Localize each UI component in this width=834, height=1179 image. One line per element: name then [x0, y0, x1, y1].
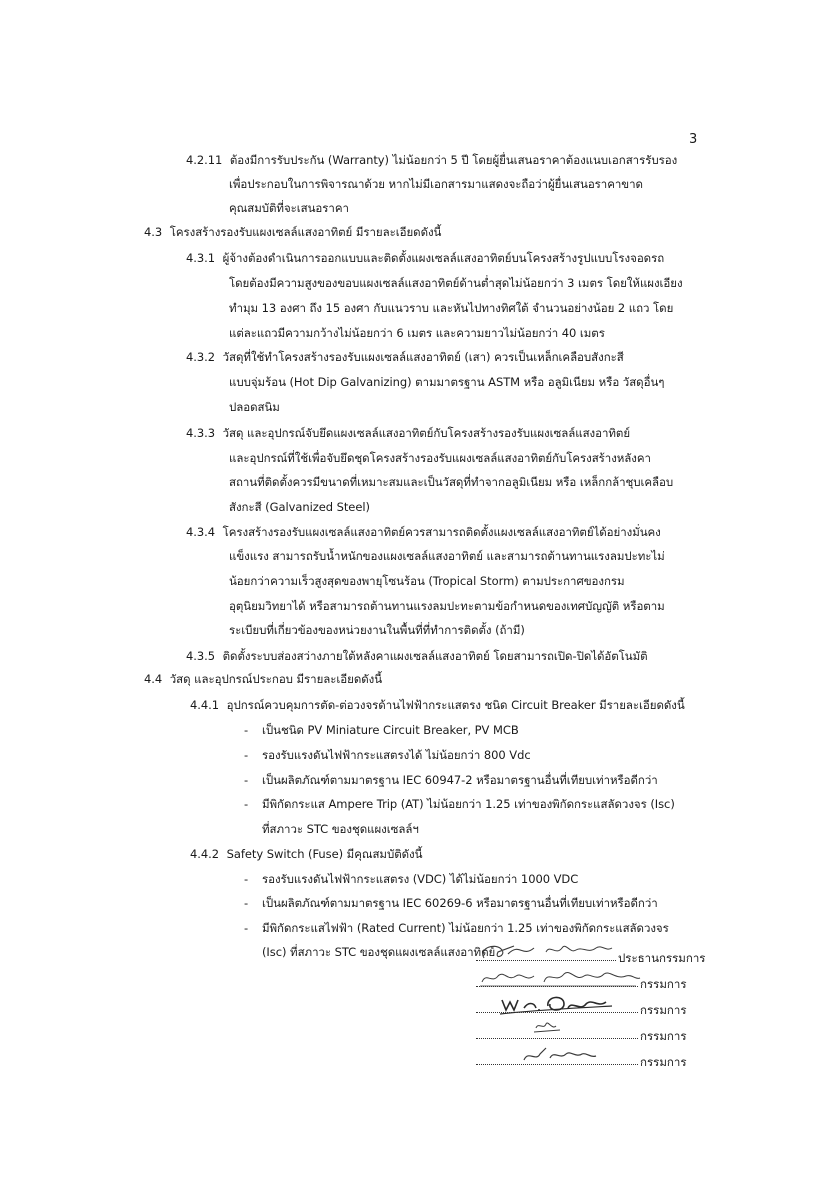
bullet-text: เป็นผลิตภัณฑ์ตามมาตรฐาน IEC 60269-6 หรือมาตรฐานอื่นที่เทียบเท่าหรือดีกว่า	[262, 896, 658, 910]
bullet-text: มีพิกัดกระแสไฟฟ้า (Rated Current) ไม่น้อยกว่า 1.25 เท่าของพิกัดกระแสลัดวงจร	[262, 921, 669, 935]
signature-line	[476, 1012, 638, 1013]
text-line: เพื่อประกอบในการพิจารณาด้วย หากไม่มีเอกสารมาแสดงจะถือว่าผู้ยื่นเสนอราคาขาด	[229, 177, 643, 191]
clause-text: วัสดุ และอุปกรณ์จับยึดแผงเซลล์แสงอาทิตย์กับโครงสร้างรองรับแผงเซลล์แสงอาทิตย์	[222, 426, 631, 440]
bullet-text: เป็นผลิตภัณฑ์ตามมาตรฐาน IEC 60947-2 หรือมาตรฐานอื่นที่เทียบเท่าหรือดีกว่า	[262, 773, 658, 787]
signature-row-member	[476, 994, 776, 1018]
bullet-dash: -	[244, 723, 249, 737]
signature-row-member	[476, 968, 776, 992]
signature-row-member	[476, 1046, 776, 1070]
section-title: โครงสร้างรองรับแผงเซลล์แสงอาทิตย์ มีรายละเอียดดังนี้	[169, 225, 442, 239]
text-line: และอุปกรณ์ที่ใช้เพื่อจับยึดชุดโครงสร้างรองรับแผงเซลล์แสงอาทิตย์กับโครงสร้างหลังคา	[229, 451, 651, 465]
clause-number: 4.3.1	[186, 251, 216, 265]
bullet-text: รองรับแรงดันไฟฟ้ากระแสตรง (VDC) ได้ไม่น้อยกว่า 1000 VDC	[262, 872, 579, 886]
clause-number: 4.3.4	[186, 525, 216, 539]
clause-text: อุปกรณ์ควบคุมการตัด-ต่อวงจรด้านไฟฟ้ากระแสตรง ชนิด Circuit Breaker มีรายละเอียดดังนี้	[226, 698, 685, 712]
text-line: แต่ละแถวมีความกว้างไม่น้อยกว่า 6 เมตร และความยาวไม่น้อยกว่า 40 เมตร	[229, 326, 605, 340]
clause-number: 4.3.3	[186, 426, 216, 440]
clause-number: 4.4.1	[190, 698, 220, 712]
signature-role: กรรมการ	[640, 1003, 687, 1017]
signature-role: ประธานกรรมการ	[618, 951, 706, 965]
clause-number: 4.4.2	[190, 847, 220, 861]
bullet-text: รองรับแรงดันไฟฟ้ากระแสตรงได้ ไม่น้อยกว่า 800 Vdc	[262, 748, 531, 762]
handwritten-signature	[476, 1016, 596, 1040]
section-4-3	[144, 220, 441, 244]
bullet-dash: -	[244, 773, 249, 787]
clause-text: ต้องมีการรับประกัน (Warranty) ไม่น้อยกว่า 5 ปี โดยผู้ยื่นเสนอราคาต้องแนบเอกสารรับรอง	[229, 153, 678, 167]
signature-role: กรรมการ	[640, 1029, 687, 1043]
clause-text: โครงสร้างรองรับแผงเซลล์แสงอาทิตย์ควรสามารถติดตั้งแผงเซลล์แสงอาทิตย์ได้อย่างมั่นคง	[222, 525, 661, 539]
bullet-dash: -	[244, 748, 249, 762]
bullet-text: เป็นชนิด PV Miniature Circuit Breaker, PV MCB	[262, 723, 519, 737]
signature-row-member	[476, 1020, 776, 1044]
clause-4-3-2	[186, 345, 624, 369]
text-line: แบบจุ่มร้อน (Hot Dip Galvanizing) ตามมาตรฐาน ASTM หรือ อลูมิเนียม หรือ วัสดุอื่นๆ	[229, 375, 665, 389]
signature-role: กรรมการ	[640, 1055, 687, 1069]
page-number: 3	[689, 132, 698, 147]
clause-text: วัสดุที่ใช้ทำโครงสร้างรองรับแผงเซลล์แสงอาทิตย์ (เสา) ควรเป็นเหล็กเคลือบสังกะสี	[222, 350, 624, 364]
clause-4-4-1	[190, 693, 685, 717]
clause-4-2-11	[186, 148, 677, 172]
text-line: โดยต้องมีความสูงของขอบแผงเซลล์แสงอาทิตย์ด้านต่ำสุดไม่น้อยกว่า 3 เมตร โดยให้แผงเอียง	[229, 276, 683, 290]
text-line: สถานที่ติดตั้งควรมีขนาดที่เหมาะสมและเป็นวัสดุที่ทำจากอลูมิเนียม หรือ เหล็กกล้าชุบเคลือบ	[229, 475, 674, 489]
bullet-dash: -	[244, 896, 249, 910]
text-line: ทำมุม 13 องศา ถึง 15 องศา กับแนวราบ และหันไปทางทิศใต้ จำนวนอย่างน้อย 2 แถว โดย	[229, 301, 674, 315]
bullet-dash: -	[244, 921, 249, 935]
section-4-4	[144, 667, 382, 691]
text-line: คุณสมบัติที่จะเสนอราคา	[229, 201, 349, 215]
clause-number: 4.2.11	[186, 153, 223, 167]
section-number: 4.3	[144, 225, 163, 239]
bullet-dash: -	[244, 797, 249, 811]
clause-text: ติดตั้งระบบส่องสว่างภายใต้หลังคาแผงเซลล์แสงอาทิตย์ โดยสามารถเปิด-ปิดได้อัตโนมัติ	[222, 649, 648, 663]
signature-row-chairman	[476, 942, 776, 966]
clause-4-3-4	[186, 520, 661, 544]
clause-text: ผู้จ้างต้องดำเนินการออกแบบและติดตั้งแผงเซลล์แสงอาทิตย์บนโครงสร้างรูปแบบโรงจอดรถ	[222, 251, 665, 265]
text-line: ปลอดสนิม	[229, 400, 280, 414]
signature-line	[476, 986, 638, 987]
clause-4-3-3	[186, 421, 630, 445]
handwritten-signature	[476, 990, 626, 1018]
text-line: ระเบียบที่เกี่ยวข้องของหน่วยงานในพื้นที่ที่ทำการติดตั้ง (ถ้ามี)	[229, 623, 525, 637]
signature-line	[476, 1064, 638, 1065]
bullet-text: มีพิกัดกระแส Ampere Trip (AT) ไม่น้อยกว่า 1.25 เท่าของพิกัดกระแสลัดวงจร (Isc)	[262, 797, 675, 811]
clause-text: Safety Switch (Fuse) มีคุณสมบัติดังนี้	[226, 847, 423, 861]
section-number: 4.4	[144, 672, 163, 686]
clause-number: 4.3.5	[186, 649, 216, 663]
clause-number: 4.3.2	[186, 350, 216, 364]
text-line: สังกะสี (Galvanized Steel)	[229, 500, 370, 514]
clause-4-4-2	[190, 842, 422, 866]
text-line: น้อยกว่าความเร็วสูงสุดของพายุโซนร้อน (Tropical Storm) ตามประกาศของกรม	[229, 574, 625, 588]
signature-line	[476, 1038, 638, 1039]
clause-4-3-1	[186, 246, 664, 270]
text-line: อุตุนิยมวิทยาได้ หรือสามารถต้านทานแรงลมปะทะตามข้อกำหนดของเทศบัญญัติ หรือตาม	[229, 599, 665, 613]
bullet-dash: -	[244, 872, 249, 886]
signature-role: กรรมการ	[640, 977, 687, 991]
text-line: แข็งแรง สามารถรับน้ำหนักของแผงเซลล์แสงอาทิตย์ และสามารถต้านทานแรงลมปะทะไม่	[229, 549, 665, 563]
clause-4-3-5	[186, 644, 648, 668]
section-title: วัสดุ และอุปกรณ์ประกอบ มีรายละเอียดดังนี้	[169, 672, 383, 686]
text-line: (Isc) ที่สภาวะ STC ของชุดแผงเซลล์แสงอาทิตย์	[262, 945, 496, 959]
text-line: ที่สภาวะ STC ของชุดแผงเซลล์ฯ	[262, 822, 419, 836]
signature-line	[476, 960, 616, 961]
